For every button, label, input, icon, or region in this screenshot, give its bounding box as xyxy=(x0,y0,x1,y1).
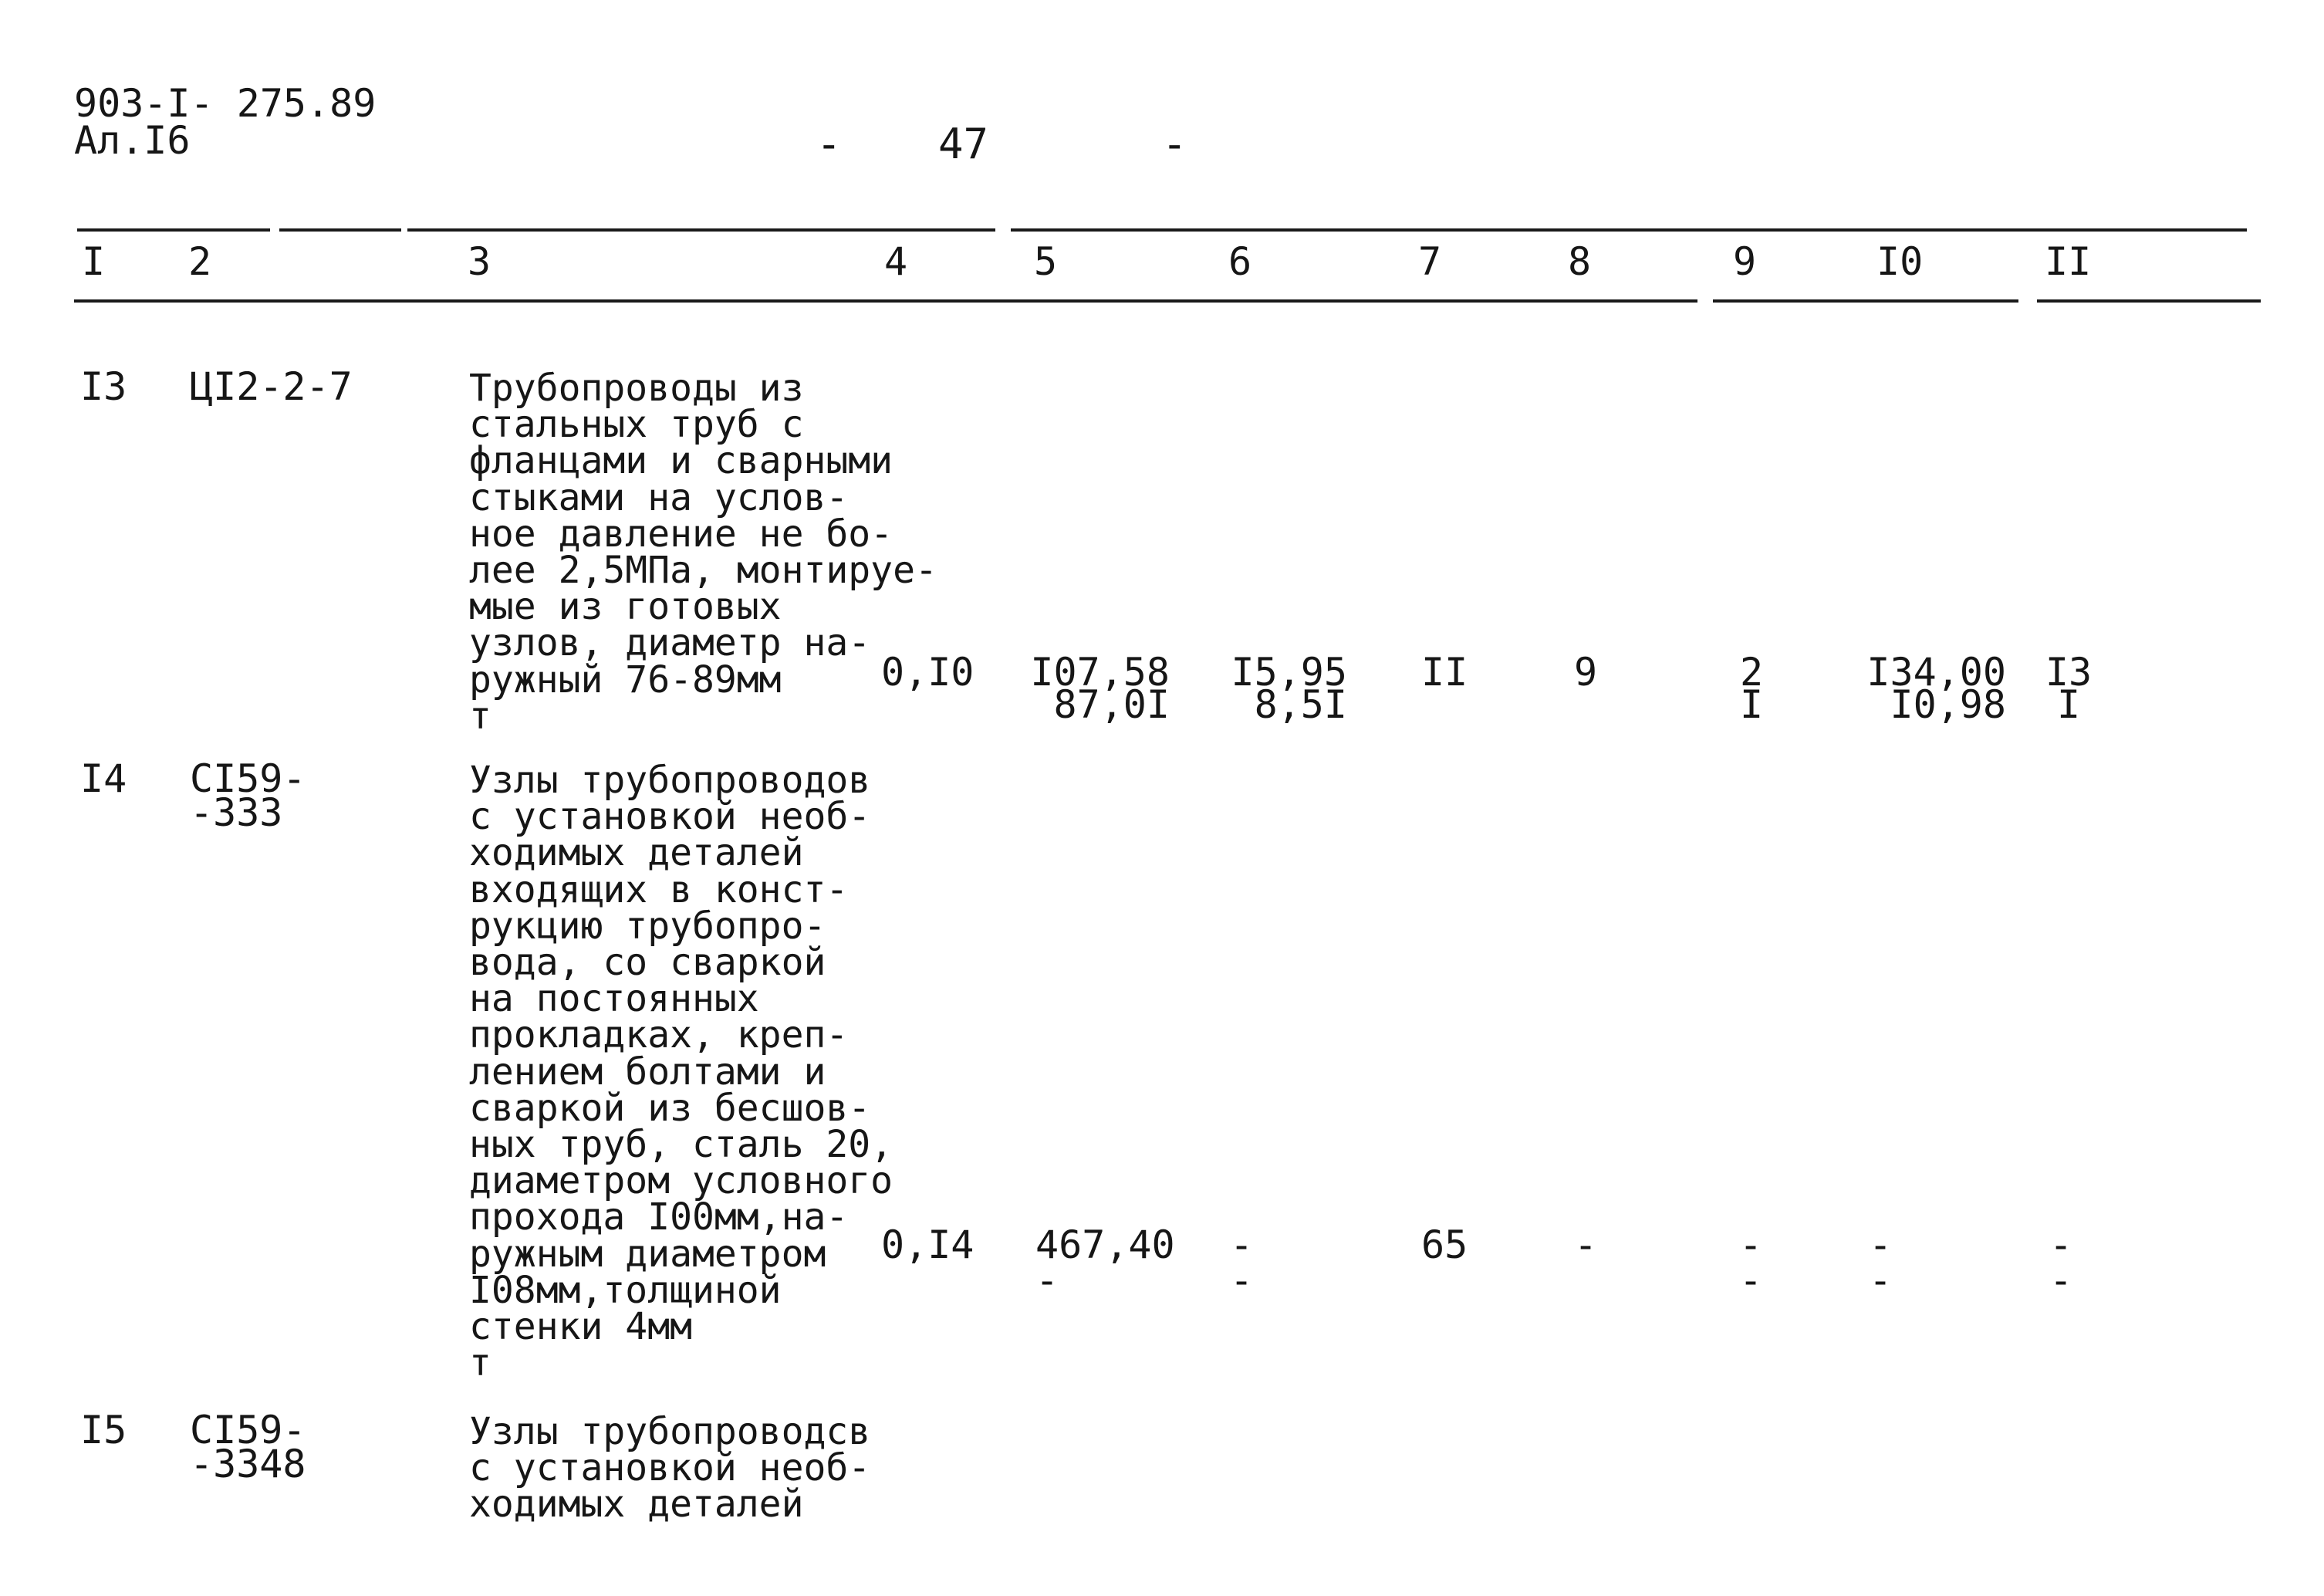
table-top-rule-4 xyxy=(1011,228,2247,232)
col10-top: I34,00 xyxy=(1866,650,2006,695)
col11-top: I3 xyxy=(2045,650,2093,695)
rate-code-continued: -3348 xyxy=(190,1442,306,1486)
quantity: 0,I0 xyxy=(881,650,975,695)
column-header-4: 4 xyxy=(884,239,908,284)
column-header-1: I xyxy=(82,239,106,284)
column-header-5: 5 xyxy=(1034,239,1058,284)
table-top-rule-1 xyxy=(77,228,270,232)
column-header-2: 2 xyxy=(188,239,212,284)
table-top-rule-3 xyxy=(407,228,995,232)
col6-bottom: - xyxy=(1230,1258,1254,1303)
header-bottom-rule-3 xyxy=(2037,299,2261,303)
col9-bottom: I xyxy=(1739,682,1764,727)
document-code: 903-I- 275.89 xyxy=(74,81,377,126)
row-number: I5 xyxy=(80,1408,127,1452)
work-description: Узлы трубопроводов с установкой необ- ходимых деталей входящих в конст- рукцию трубопро- вода, со сваркой на постоянных прокладках, креп- лением болтами и сваркой из бесшов- ных труб, сталь 20, диаметром условного прохода I00мм,на- ружным диаметром I08мм,толщиной стенки 4мм т xyxy=(469,759,893,1385)
column-header-8: 8 xyxy=(1568,239,1592,284)
col9-top: 2 xyxy=(1739,650,1764,695)
column-header-9: 9 xyxy=(1733,239,1757,284)
column-header-7: 7 xyxy=(1418,239,1442,284)
col8-value: 9 xyxy=(1574,650,1598,695)
col5-top: I07,58 xyxy=(1030,650,1170,695)
column-header-6: 6 xyxy=(1228,239,1252,284)
header-bottom-rule-2 xyxy=(1713,299,2018,303)
col10-bottom: - xyxy=(1869,1258,1893,1303)
column-header-3: 3 xyxy=(468,239,491,284)
col7-value: II xyxy=(1421,650,1468,695)
row-number: I4 xyxy=(80,756,127,801)
table-top-rule-2 xyxy=(279,228,401,232)
column-header-11: II xyxy=(2045,239,2092,284)
col10-bottom: I0,98 xyxy=(1890,682,2006,727)
col11-bottom: I xyxy=(2056,682,2081,727)
col6-top: I5,95 xyxy=(1231,650,1347,695)
col9-top: - xyxy=(1739,1222,1763,1267)
col5-top: 467,40 xyxy=(1035,1222,1175,1267)
col11-top: - xyxy=(2049,1222,2073,1267)
rate-code: CI59- xyxy=(190,1408,306,1452)
column-header-10: I0 xyxy=(1876,239,1924,284)
col11-bottom: - xyxy=(2049,1258,2073,1303)
col6-bottom: 8,5I xyxy=(1254,682,1347,727)
header-bottom-rule-1 xyxy=(74,299,1697,303)
col6-top: - xyxy=(1230,1222,1254,1267)
col5-bottom: - xyxy=(1035,1258,1059,1303)
page-dash-left: - xyxy=(816,120,842,168)
page-dash-right: - xyxy=(1162,120,1187,168)
col9-bottom: - xyxy=(1739,1258,1763,1303)
quantity: 0,I4 xyxy=(881,1222,975,1267)
rate-code: CI59- xyxy=(190,756,306,801)
col5-bottom: 87,0I xyxy=(1053,682,1170,727)
rate-code-continued: -333 xyxy=(190,790,283,835)
page-number: 47 xyxy=(938,120,989,168)
rate-code: ЦI2-2-7 xyxy=(190,364,353,409)
work-description: Трубопроводы из стальных труб с фланцами и сварными стыками на услов- ное давление не бо- лее 2,5МПа, монтируе- мые из готовых узлов, диаметр на- ружный 76-89мм т xyxy=(469,367,937,738)
sheet-label: Ал.I6 xyxy=(74,118,191,163)
col8-value: - xyxy=(1574,1222,1598,1267)
col10-top: - xyxy=(1869,1222,1893,1267)
row-number: I3 xyxy=(80,364,127,409)
col7-value: 65 xyxy=(1421,1222,1468,1267)
work-description: Узлы трубопроводсв с установкой необ- ходимых деталей xyxy=(469,1410,871,1527)
